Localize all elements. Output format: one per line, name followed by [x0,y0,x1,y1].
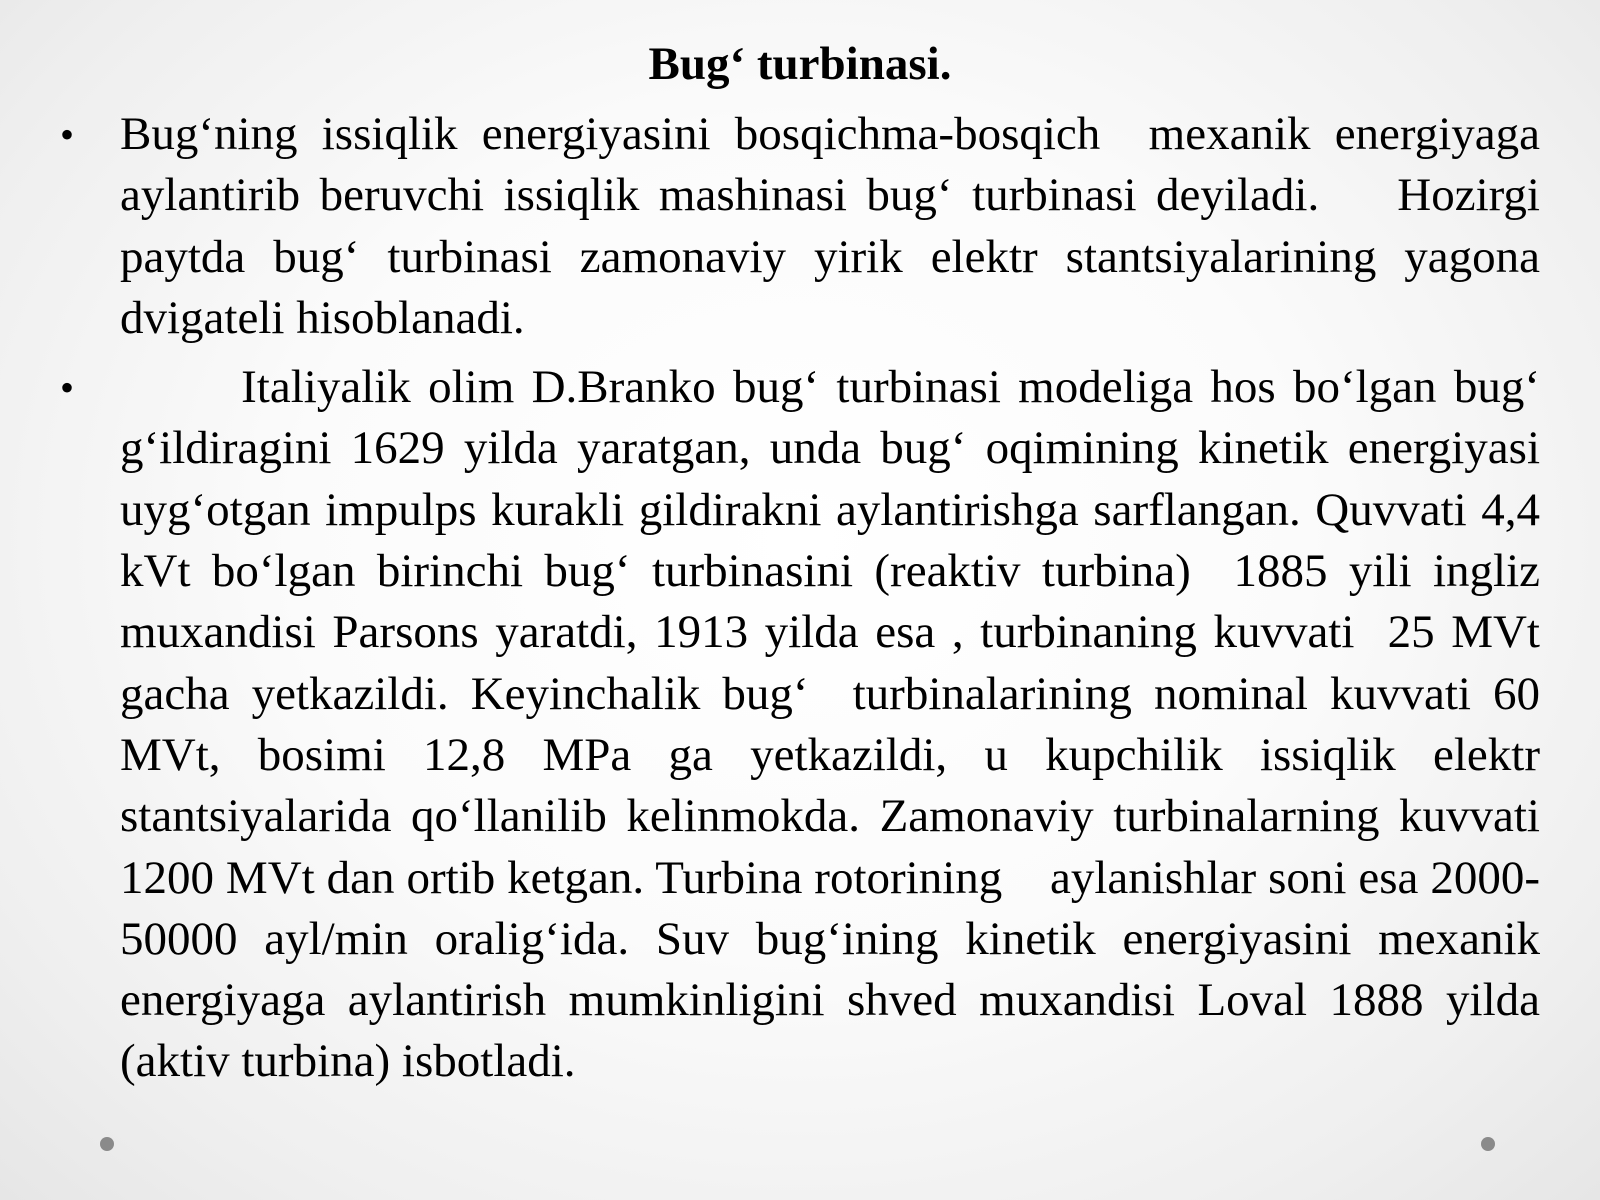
bullet-icon: • [60,365,75,411]
decorative-dot-icon [1481,1137,1495,1151]
bullet-item-1 [60,104,1552,349]
decorative-dot-icon [100,1137,114,1151]
bullet-item-2 [60,357,1564,1093]
bullet-list [60,104,1564,1101]
bullet-icon: • [60,112,75,157]
bullet-text: Bug‘ning issiqlik energiyasini bosqichma-bosqich mexanik energiyaga aylantirib beruvchi issiqlik mashinasi bug‘ turbinasi deyiladi. Hozirgi paytda bug‘ turbinasi zamonaviy yirik elektr stantsiyalarining yagona dvigateli hisoblanadi. [120,108,1552,344]
slide-title: Bug‘ turbinasi. [648,38,952,90]
bullet-text: Italiyalik olim D.Branko bug‘ turbinasi modeliga hos bo‘lgan bug‘ g‘ildiragini 1629 yilda yaratgan, unda bug‘ oqimining kinetik energiyasi uyg‘otgan impulps kurakli gildirakni aylantirishga sarflangan. Quvvati 4,4 kVt bo‘lgan birinchi bug‘ turbinasini (reaktiv turbina) 1885 yili ingliz muxandisi Parsons yaratdi, 1913 yilda esa , turbinaning kuvvati 25 MVt gacha yetkazildi. Keyinchalik bug‘ turbinalarining nominal kuvvati 60 MVt, bosimi 12,8 MPa ga yetkazildi, u kupchilik issiqlik elektr stantsiyalarida qo‘llanilib kelinmokda. Zamonaviy turbinalarning kuvvati 1200 MVt dan ortib ketgan. Turbina rotorining aylanishlar soni esa 2000-50000 ayl/min oralig‘ida. Suv bug‘ining kinetik energiyasini mexanik energiyaga aylantirish mumkinligini shved muxandisi Loval 1888 yilda (aktiv turbina) isbotladi. [120,361,1564,1088]
